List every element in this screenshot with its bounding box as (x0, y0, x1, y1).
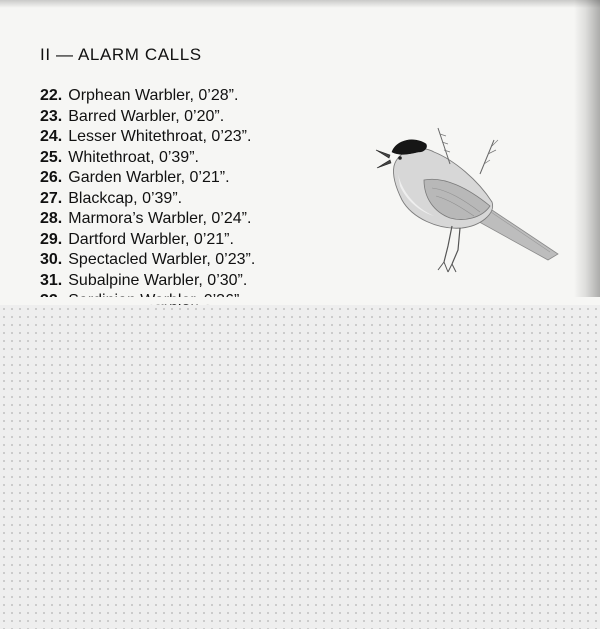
list-item (40, 189, 255, 210)
list-item (40, 127, 255, 148)
call-text: Dartford Warbler, 0’21”. (68, 230, 234, 248)
call-number: 27. (40, 189, 63, 207)
list-item (40, 230, 255, 251)
section-title: II — ALARM CALLS (40, 45, 202, 64)
list-item (40, 148, 255, 169)
call-number: 28. (40, 210, 63, 227)
call-text: Marmora’s Warbler, 0’24”. (68, 210, 252, 227)
call-text: Whitethroat, 0’39”. (68, 148, 199, 166)
book-spine-shadow (574, 0, 600, 305)
list-item (40, 250, 255, 271)
call-number: 30. (40, 251, 63, 268)
call-number: 24. (40, 128, 63, 145)
call-number: 26. (40, 169, 63, 186)
list-item (40, 209, 255, 230)
blackcap-bird-illustration (368, 122, 568, 282)
list-item (40, 271, 255, 292)
call-text: Lesser Whitethroat, 0’23”. (68, 128, 252, 145)
list-item (40, 86, 255, 107)
call-number: 31. (40, 271, 63, 289)
blank-dotted-area (0, 305, 600, 629)
call-text: Blackcap, 0’39”. (68, 189, 183, 207)
call-text: Barred Warbler, 0’20”. (68, 107, 225, 125)
page-top-shadow (0, 0, 600, 8)
call-text: Spectacled Warbler, 0’23”. (68, 251, 256, 268)
call-text: Subalpine Warbler, 0’30”. (68, 271, 248, 289)
call-number: 23. (40, 107, 63, 125)
alarm-call-list (40, 86, 255, 305)
call-number: 22. (40, 87, 63, 104)
list-item (40, 168, 255, 189)
call-text: Garden Warbler, 0’21”. (68, 169, 230, 186)
call-number: 25. (40, 148, 63, 166)
book-page (0, 0, 600, 305)
call-number: 29. (40, 230, 63, 248)
call-text: Orphean Warbler, 0’28”. (68, 87, 239, 104)
list-item (40, 107, 255, 128)
